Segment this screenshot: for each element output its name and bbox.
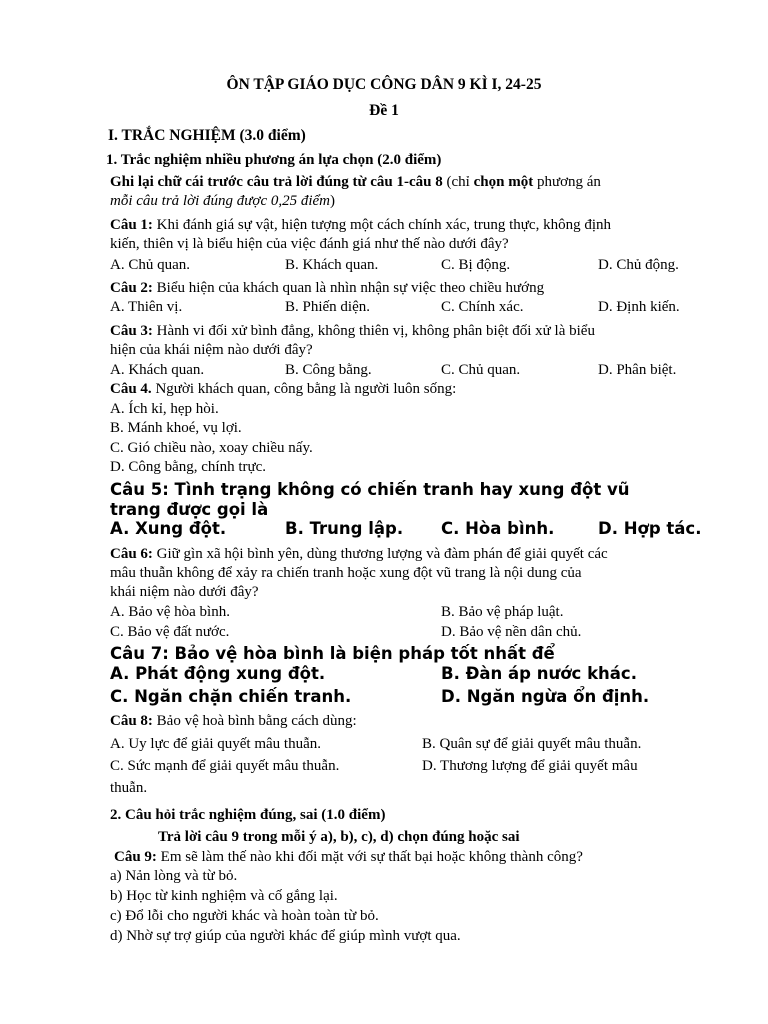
part2-instruction: Trả lời câu 9 trong mỗi ý a), b), c), d) chọn đúng hoặc sai (158, 829, 520, 845)
question-6-text: Giữ gìn xã hội bình yên, dùng thương lượng và đàm phán để giải quyết các (152, 546, 608, 562)
question-3-text: Hành vi đối xử bình đẳng, không thiên vị, không phân biệt đối xử là biểu (152, 323, 595, 339)
question-3-line2: hiện của khái niệm nào dưới đây? (110, 342, 313, 358)
question-5-line1: Câu 5: Tình trạng không có chiến tranh hay xung đột vũ (110, 480, 630, 499)
question-3-option-d: D. Phân biệt. (598, 362, 677, 378)
question-7-option-c: C. Ngăn chặn chiến tranh. (110, 687, 352, 706)
question-5-option-b: B. Trung lập. (285, 519, 404, 538)
question-6-label: Câu 6: (110, 546, 153, 562)
question-7-line1: Câu 7: Bảo vệ hòa bình là biện pháp tốt nhất để (110, 644, 555, 663)
question-2-option-a: A. Thiên vị. (110, 299, 183, 315)
question-3-line1 (110, 322, 595, 341)
question-5-option-a: A. Xung đột. (110, 519, 227, 538)
question-1-option-d: D. Chủ động. (598, 257, 679, 273)
question-2-option-c: C. Chính xác. (441, 299, 524, 315)
document-subtitle: Đề 1 (369, 102, 399, 119)
question-7-option-d: D. Ngăn ngừa ổn định. (441, 687, 650, 706)
question-1-option-b: B. Khách quan. (285, 257, 379, 273)
part1-instruction-line2 (110, 192, 335, 211)
question-8-line1 (110, 712, 357, 731)
question-4-line1 (110, 380, 456, 399)
question-6-option-b: B. Bảo vệ pháp luật. (441, 604, 564, 620)
instruction-bold-text: Ghi lại chữ cái trước câu trả lời đúng từ câu 1-câu 8 (110, 174, 443, 190)
question-1-option-c: C. Bị động. (441, 257, 511, 273)
question-3-option-a: A. Khách quan. (110, 362, 205, 378)
question-2-option-b: B. Phiến diện. (285, 299, 370, 315)
question-8-option-c: C. Sức mạnh để giải quyết mâu thuẫn. (110, 758, 340, 774)
question-9-label: Câu 9: (114, 849, 157, 865)
question-9-item-b: b) Học từ kinh nghiệm và cố gắng lại. (110, 888, 338, 904)
part1-instruction-line1 (110, 173, 601, 192)
question-1-option-a: A. Chủ quan. (110, 257, 190, 273)
question-5-option-d: D. Hợp tác. (598, 519, 702, 538)
question-6-option-d: D. Bảo vệ nền dân chủ. (441, 624, 582, 640)
question-1-label: Câu 1: (110, 217, 153, 233)
section1-heading: I. TRẮC NGHIỆM (3.0 điểm) (108, 127, 306, 144)
question-6-line2: mâu thuẫn không để xảy ra chiến tranh hoặc xung đột vũ trang là nội dung của (110, 565, 582, 581)
part1-heading: 1. Trắc nghiệm nhiều phương án lựa chọn (2.0 điểm) (106, 152, 442, 168)
document-title: ÔN TẬP GIÁO DỤC CÔNG DÂN 9 KÌ I, 24-25 (226, 76, 542, 93)
question-7-option-a: A. Phát động xung đột. (110, 664, 326, 683)
question-9-line1 (114, 848, 583, 867)
question-4-option-a: A. Ích kỉ, hẹp hòi. (110, 401, 219, 417)
question-6-option-a: A. Bảo vệ hòa bình. (110, 604, 230, 620)
question-9-text: Em sẽ làm thế nào khi đối mặt với sự thất bại hoặc không thành công? (156, 849, 583, 865)
question-6-option-c: C. Bảo vệ đất nước. (110, 624, 230, 640)
question-3-label: Câu 3: (110, 323, 153, 339)
question-7-option-b: B. Đàn áp nước khác. (441, 664, 637, 683)
question-8-option-d-wrap: thuẫn. (110, 780, 148, 796)
instruction-italic-text: mỗi câu trả lời đúng được 0,25 điểm (110, 193, 331, 209)
question-4-text: Người khách quan, công bằng là người luôn sống: (151, 381, 457, 397)
question-4-label: Câu 4. (110, 381, 152, 397)
question-8-text: Bảo vệ hoà bình bằng cách dùng: (152, 713, 357, 729)
instruction-text: (chỉ (442, 174, 474, 190)
question-4-option-b: B. Mánh khoé, vụ lợi. (110, 420, 242, 436)
question-3-option-c: C. Chủ quan. (441, 362, 521, 378)
question-6-line1 (110, 545, 608, 564)
question-2-text: Biểu hiện của khách quan là nhìn nhận sự việc theo chiều hướng (152, 280, 545, 296)
question-1-line1 (110, 216, 611, 235)
question-9-item-a: a) Nản lòng và từ bỏ. (110, 868, 238, 884)
question-4-option-d: D. Công bằng, chính trực. (110, 459, 267, 475)
question-2-label: Câu 2: (110, 280, 153, 296)
question-1-line2: kiến, thiên vị là biểu hiện của việc đánh giá như thế nào dưới đây? (110, 236, 509, 252)
question-9-item-d: d) Nhờ sự trợ giúp của người khác để giúp mình vượt qua. (110, 928, 461, 944)
question-5-line2: trang được gọi là (110, 500, 269, 519)
question-4-option-c: C. Gió chiều nào, xoay chiều nấy. (110, 440, 313, 456)
part2-heading: 2. Câu hỏi trắc nghiệm đúng, sai (1.0 điểm) (110, 807, 386, 823)
instruction-text-2: phương án (533, 174, 601, 190)
question-9-item-c: c) Đổ lỗi cho người khác và hoàn toàn từ bỏ. (110, 908, 379, 924)
instruction-close: ) (330, 193, 336, 209)
question-8-option-d: D. Thương lượng để giải quyết mâu (422, 758, 638, 774)
instruction-bold-text-2: chọn một (473, 174, 534, 190)
question-1-text: Khi đánh giá sự vật, hiện tượng một cách chính xác, trung thực, không định (152, 217, 611, 233)
question-6-line3: khái niệm nào dưới đây? (110, 584, 259, 600)
question-8-option-a: A. Uy lực để giải quyết mâu thuẫn. (110, 736, 321, 752)
question-5-option-c: C. Hòa bình. (441, 519, 555, 538)
question-8-label: Câu 8: (110, 713, 153, 729)
question-8-option-b: B. Quân sự để giải quyết mâu thuẫn. (422, 736, 642, 752)
question-2-option-d: D. Định kiến. (598, 299, 680, 315)
question-2-line1 (110, 279, 544, 298)
question-3-option-b: B. Công bằng. (285, 362, 372, 378)
